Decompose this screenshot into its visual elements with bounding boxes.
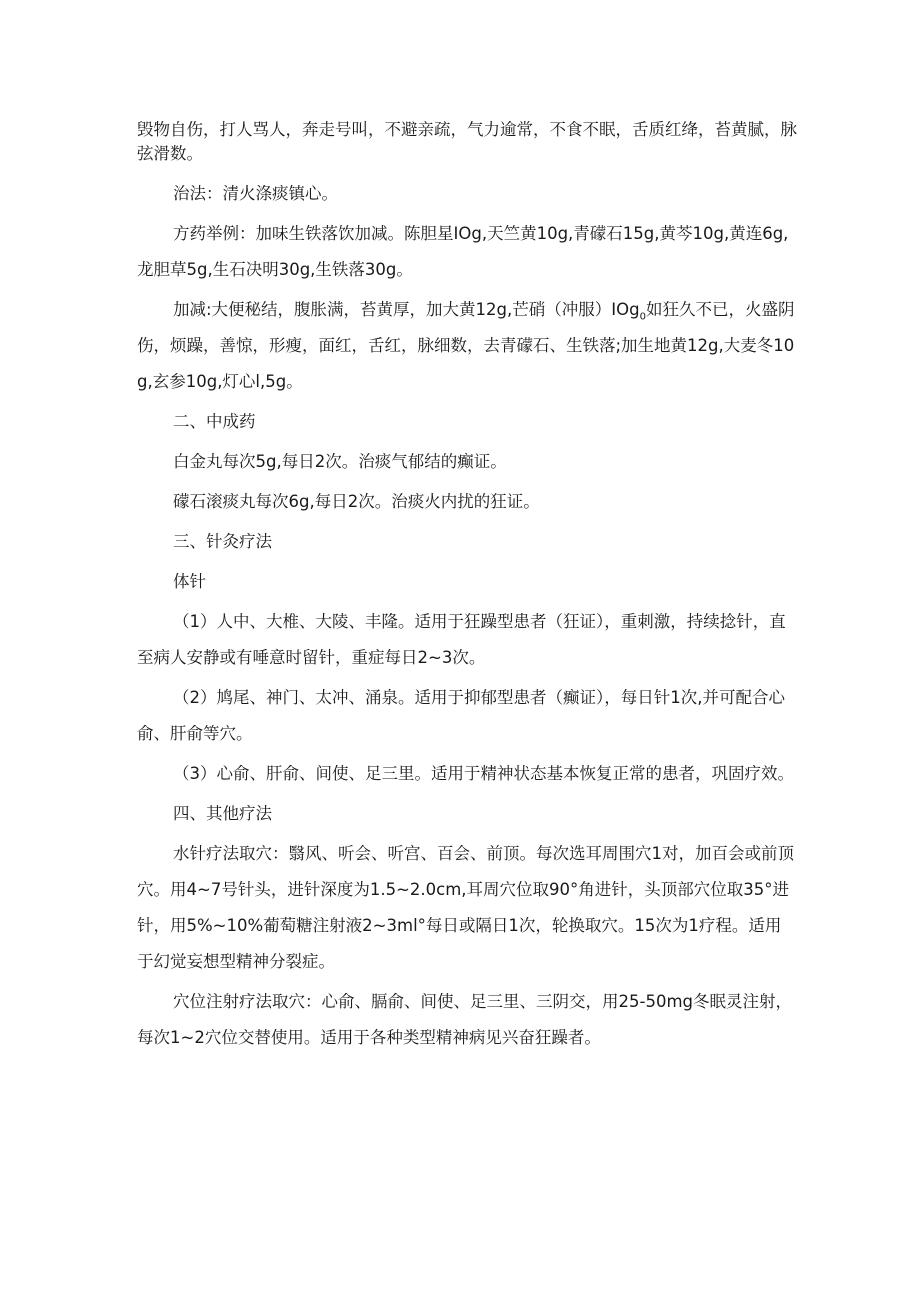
- section-heading-other-therapies: 四、其他疗法: [173, 804, 272, 823]
- modifications-text-b: 如狂久不已，火盛阴伤，烦躁，善惊，形瘦，面红，舌红，脉细数，去青礞石、生铁落;加生地黄12g,大麦冬10g,玄参10g,灯心l,5g。: [137, 300, 795, 391]
- document-body: [137, 118, 797, 1060]
- paragraph-point-injection: 穴位注射疗法取穴：心俞、膈俞、间使、足三里、三阴交，用25-50mg冬眠灵注射，每次1~2穴位交替使用。适用于各种类型精神病见兴奋狂躁者。: [137, 992, 792, 1047]
- paragraph-acupoints-1: （1）人中、大椎、大陵、丰隆。适用于狂躁型患者（狂证），重刺激，持续捻针，直至病人安静或有唾意时留针，重症每日2~3次。: [137, 612, 786, 667]
- modifications-subscript: 0: [639, 311, 646, 323]
- paragraph-mengshi-pill: 礞石滚痰丸每次6g,每日2次。治痰火内扰的狂证。: [173, 492, 540, 511]
- paragraph-treatment-method: 治法：清火涤痰镇心。: [173, 184, 338, 203]
- section-heading-patent-medicine: 二、中成药: [173, 412, 256, 431]
- modifications-text-a: 加减:大便秘结，腹胀满，苔黄厚，加大黄12g,芒硝（冲服）IOg: [173, 300, 640, 319]
- paragraph-baijin-pill: 白金丸每次5g,每日2次。治痰气郁结的癫证。: [173, 452, 507, 471]
- paragraph-acupoints-3: （3）心俞、肝俞、间使、足三里。适用于精神状态基本恢复正常的患者，巩固疗效。: [173, 764, 794, 783]
- subheading-body-acupuncture: 体针: [173, 572, 206, 591]
- paragraph-water-needle: 水针疗法取穴：翳风、听会、听宫、百会、前顶。每次选耳周围穴1对，加百会或前顶穴。用4~7号针头，进针深度为1.5~2.0cm,耳周穴位取90°角进针，头顶部穴位取35°进针，用5%~10%葡萄糖注射液2~3ml°每日或隔日1次，轮换取穴。15次为1疗程。适用于幻觉妄想型精神分裂症。: [137, 844, 794, 971]
- paragraph-acupoints-2: （2）鸠尾、神门、太冲、涌泉。适用于抑郁型患者（癫证），每日针1次,并可配合心俞、肝俞等穴。: [137, 688, 785, 743]
- paragraph-prescription-example: 方药举例：加味生铁落饮加减。陈胆星IOg,天竺黄10g,青礞石15g,黄芩10g,黄连6g,龙胆草5g,生石决明30g,生铁落30g。: [137, 224, 789, 279]
- paragraph-symptoms: 毁物自伤，打人骂人，奔走号叫，不避亲疏，气力逾常，不食不眠，舌质红绛，苔黄腻，脉弦滑数。: [137, 120, 797, 163]
- section-heading-acupuncture: 三、针灸疗法: [173, 532, 272, 551]
- paragraph-modifications: [137, 292, 797, 400]
